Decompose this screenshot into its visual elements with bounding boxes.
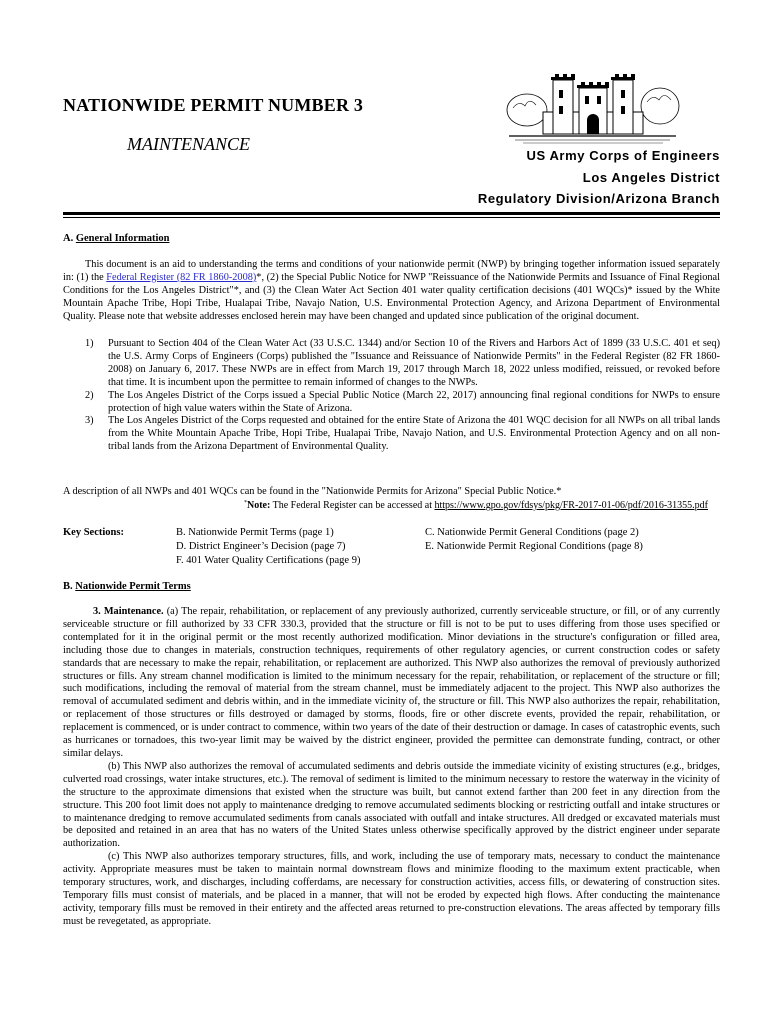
- list-item-text: Pursuant to Section 404 of the Clean Water Act (33 U.S.C. 1344) and/or Section 10 of the Rivers and Harbors Act of 1899 (33 U.S.C. 401 et seq) the U.S. Army Corps of Engineers (Corps) published the "Issuance and Reissuance of Nationwide Permits" in the Federal Register (82 FR 1860-2008) on January 6, 2017. These NWPs are in effect from March 19, 2017 through March 18, 2022 unless modified, reissued, or revoked before that time. It is incumbent upon the permittee to remain informed of changes to the NWPs.: [108, 338, 720, 388]
- page-subtitle: MAINTENANCE: [127, 134, 251, 154]
- list-item: [63, 338, 720, 390]
- maintenance-heading: 3. Maintenance.: [93, 606, 164, 617]
- org-district: Los Angeles District: [582, 170, 720, 185]
- castle-icon: [505, 58, 680, 146]
- note-text: The Federal Register can be accessed at: [270, 500, 435, 511]
- list-item-number: 1): [85, 338, 94, 349]
- list-item: [63, 415, 720, 454]
- section-a-label: A.: [63, 233, 74, 244]
- federal-register-link[interactable]: Federal Register (82 FR 1860-2008): [106, 271, 257, 283]
- intro-text-pre: This document is an aid to understanding the terms and conditions of your nationwide permit (NWP) by bringing together information issued separately in: (1) the: [63, 259, 720, 283]
- note-label: Note:: [246, 500, 271, 511]
- permit-terms-body: [63, 606, 720, 929]
- section-a-heading: [63, 233, 169, 244]
- org-name: US Army Corps of Engineers: [526, 148, 720, 163]
- federal-register-note: [63, 500, 708, 511]
- org-division: Regulatory Division/Arizona Branch: [477, 191, 720, 206]
- section-b-heading: [63, 581, 191, 592]
- list-item-text: The Los Angeles District of the Corps issued a Special Public Notice (March 22, 2017) announcing final regional conditions for NWPs to ensure protection of high value waters within the State of Arizona.: [108, 389, 720, 414]
- header-rule-thick: [63, 212, 720, 215]
- list-item: [63, 390, 720, 416]
- section-b-label: B.: [63, 581, 73, 592]
- page-title: NATIONWIDE PERMIT NUMBER 3: [63, 95, 364, 115]
- intro-paragraph: [63, 259, 720, 324]
- section-b-title: Nationwide Permit Terms: [75, 581, 191, 592]
- key-section-f: F. 401 Water Quality Certifications (page 9): [176, 555, 361, 566]
- info-list: [63, 338, 720, 454]
- key-section-d: D. District Engineer’s Decision (page 7): [176, 541, 346, 552]
- key-section-c: C. Nationwide Permit General Conditions (page 2): [425, 527, 639, 538]
- list-item-text: The Los Angeles District of the Corps requested and obtained for the entire State of Arizona the 401 WQC decision for all NWPs on all tribal lands from the White Mountain Apache Tribe, Hopi Tribe, Hualapai Tribe, Navajo Nation, and U.S. Environmental Protection Agency and on all non-tribal lands from the Arizona Department of Environmental Quality.: [108, 415, 720, 453]
- maintenance-para-a: [63, 606, 720, 761]
- header-rule-thin: [63, 217, 720, 218]
- section-a-title: General Information: [75, 233, 170, 244]
- maintenance-para-c: (c) This NWP also authorizes temporary structures, fills, and work, including the use of temporary mats, necessary to conduct the maintenance activity. Appropriate measures must be taken to maintain normal downstream flows and minimize flooding to the maximum extent practicable, when temporary structures, work, and discharges, including cofferdams, are necessary for construction activities, access fills, or dewatering of construction sites. Temporary fills must consist of materials, and be placed in a manner, that will not be eroded by expected high flows. After conducting the maintenance activity, temporary fills must be removed in their entirety and the affected areas returned to pre-construction elevations. The areas affected by temporary fills must be revegetated, as appropriate.: [63, 851, 720, 927]
- nwp-description: A description of all NWPs and 401 WQCs can be found in the "Nationwide Permits for Arizona" Special Public Notice.*: [63, 486, 562, 497]
- key-section-b: B. Nationwide Permit Terms (page 1): [176, 527, 334, 538]
- gpo-link[interactable]: https://www.gpo.gov/fdsys/pkg/FR-2017-01-06/pdf/2016-31355.pdf: [434, 500, 708, 511]
- maintenance-para-a-text: (a) The repair, rehabilitation, or replacement of any previously authorized, currently serviceable structure, or fill, or of any currently serviceable structure or fill authorized by 33 CFR 330.3, provided that the structure or fill is not to be put to uses differing from those uses specified or contemplated for it in the original permit or the most recently authorized modification. Minor deviations in the structure's configuration or filled area, including those due to changes in materials, construction techniques, requirements of other regulatory agencies, or current construction codes or safety standards that are necessary to make the repair, rehabilitation, or replacement are authorized. This NWP also authorizes the removal of previously authorized structures or fills. Any stream channel modification is limited to the minimum necessary for the repair, rehabilitation, or replacement of the structure or fill; such modifications, including the removal of material from the stream channel, must be immediately adjacent to the project. This NWP also authorizes the removal of accumulated sediment and debris within, and in the immediate vicinity of, the structure or fill. This NWP also authorizes the repair, rehabilitation, or replacement of those structures or fills destroyed or damaged by storms, floods, fire or other discrete events, provided the repair, rehabilitation, or replacement is commenced, or is under contract to commence, within two years of the date of their destruction or damage. In cases of catastrophic events, such as hurricanes or tornadoes, this two-year limit may be waived by the district engineer, provided the permittee can demonstrate funding, contract, or other similar delays.: [63, 606, 720, 759]
- intro-text-post: *, (2) the Special Public Notice for NWP "Reissuance of the Nationwide Permits and Issuance of Final Regional Conditions for the Los Angeles District"*, and (3) the Clean Water Act Section 401 water quality certification decisions (401 WQCs)* issued by the White Mountain Apache Tribe, Hopi Tribe, Hualapai Tribe, Navajo Nation, U.S. Environmental Protection Agency, and Arizona Department of Environmental Quality. Please note that website addresses enclosed herein may have been changed and updated since publication of the original document.: [63, 271, 720, 322]
- key-section-e: E. Nationwide Permit Regional Conditions (page 8): [425, 541, 643, 552]
- maintenance-para-b: (b) This NWP also authorizes the removal of accumulated sediments and debris outside the immediate vicinity of existing structures (e.g., bridges, culverted road crossings, water intake structures, etc.). The removal of sediment is limited to the minimum necessary to restore the waterway in the vicinity of the structure to the approximate dimensions that existed when the structure was built, but cannot extend farther than 200 feet in any direction from the structure. This 200 foot limit does not apply to maintenance dredging to remove accumulated sediments blocking or restricting outfall and intake structures or to maintenance dredging to remove accumulated sediments from canals associated with outfall and intake structures. All dredged or excavated materials must be deposited and retained in an area that has no waters of the United States unless otherwise specifically approved by the district engineer under separate authorization.: [63, 760, 720, 850]
- key-sections-label: Key Sections:: [63, 527, 124, 538]
- list-item-number: 3): [85, 415, 94, 427]
- note-star: *: [243, 500, 247, 506]
- list-item-number: 2): [85, 389, 94, 401]
